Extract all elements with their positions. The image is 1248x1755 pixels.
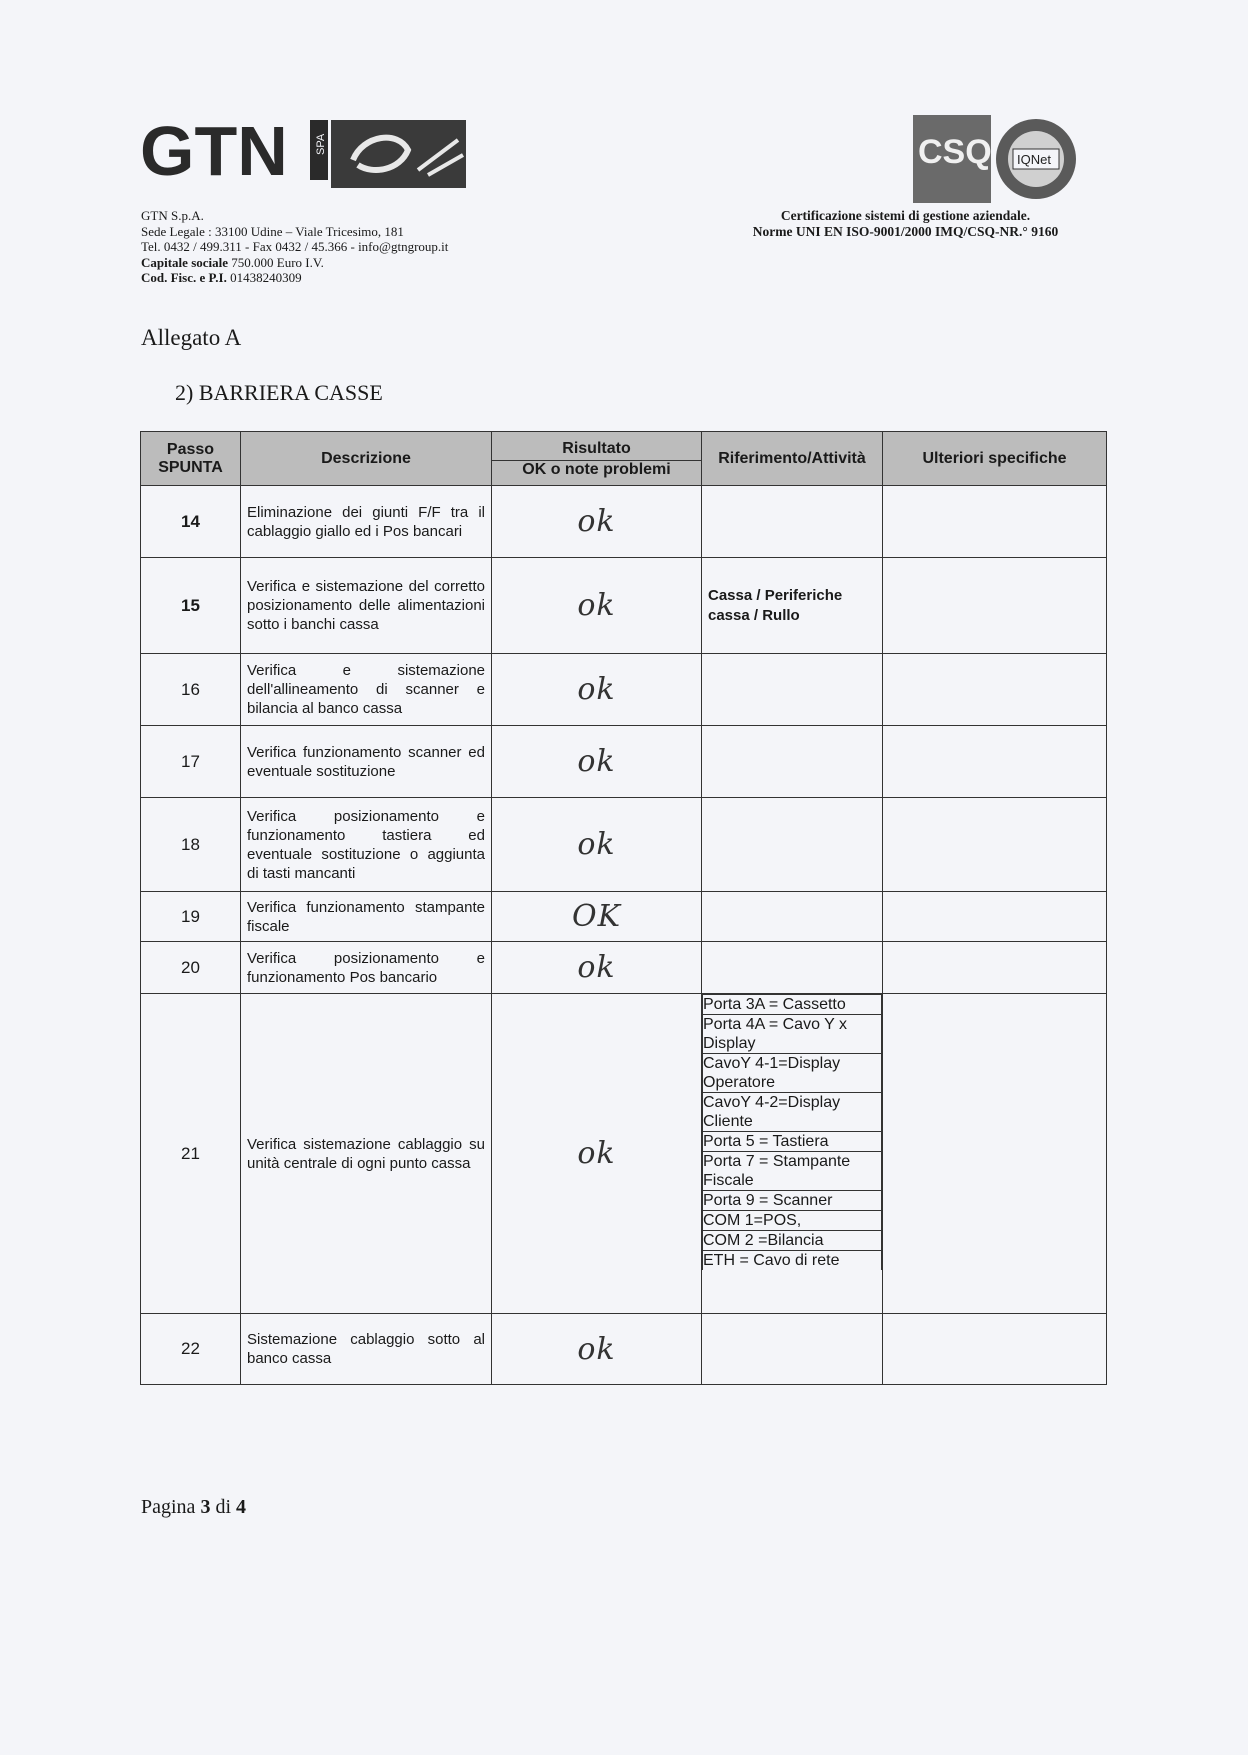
table-row (141, 558, 1107, 654)
table-row (141, 942, 1107, 994)
step-description: Verifica posizionamento e funzionamento tastiera ed eventuale sostituzione o aggiunta di tasti mancanti (241, 798, 492, 892)
company-tax-code: Cod. Fisc. e P.I. 01438240309 (141, 270, 302, 285)
step-number: 15 (141, 558, 241, 654)
step-further (883, 726, 1107, 798)
header-reference: Riferimento/Attività (702, 432, 883, 486)
certification-line-2: Norme UNI EN ISO-9001/2000 IMQ/CSQ-NR.° 9160 (752, 224, 1059, 239)
step-further (883, 654, 1107, 726)
port-item: CavoY 4-2=Display Cliente (703, 1093, 882, 1132)
gtn-logo-spa: SPA (315, 133, 327, 155)
step-number: 22 (141, 1314, 241, 1385)
step-result: ok (492, 994, 702, 1314)
port-item: Porta 7 = Stampante Fiscale (703, 1152, 882, 1191)
allegato-label: Allegato A (141, 325, 242, 350)
port-item: ETH = Cavo di rete (703, 1251, 882, 1271)
step-reference (702, 798, 883, 892)
step-description: Eliminazione dei giunti F/F tra il cablaggio giallo ed i Pos bancari (241, 486, 492, 558)
gtn-logo (138, 115, 468, 190)
port-item: Porta 5 = Tastiera (703, 1132, 882, 1152)
table-row (141, 654, 1107, 726)
csq-certification-logo (913, 115, 1077, 203)
port-mapping-table (702, 994, 882, 1270)
section-title: 2) BARRIERA CASSE (175, 380, 383, 405)
step-description: Verifica sistemazione cablaggio su unità centrale di ogni punto cassa (241, 994, 492, 1314)
header-further: Ulteriori specifiche (883, 432, 1107, 486)
port-item: Porta 4A = Cavo Y x Display (703, 1015, 882, 1054)
step-number: 17 (141, 726, 241, 798)
step-result: ok (492, 486, 702, 558)
step-further (883, 486, 1107, 558)
table-row (141, 1314, 1107, 1385)
step-further (883, 558, 1107, 654)
step-reference (702, 892, 883, 942)
table-row (141, 994, 1107, 1314)
table-row (141, 892, 1107, 942)
step-description: Verifica funzionamento scanner ed eventuale sostituzione (241, 726, 492, 798)
company-info (141, 208, 448, 286)
step-description: Verifica e sistemazione dell'allineamento di scanner e bilancia al banco cassa (241, 654, 492, 726)
header-result: Risultato OK o note problemi (492, 432, 702, 486)
step-number: 18 (141, 798, 241, 892)
step-further (883, 892, 1107, 942)
step-number: 20 (141, 942, 241, 994)
step-further (883, 798, 1107, 892)
step-reference (702, 654, 883, 726)
step-number: 14 (141, 486, 241, 558)
step-reference: Cassa / Periferiche cassa / Rullo (702, 558, 883, 654)
step-result: OK (492, 892, 702, 942)
csq-logo-text: CSQ (918, 133, 992, 171)
port-item: COM 1=POS, (703, 1211, 882, 1231)
header-description: Descrizione (241, 432, 492, 486)
iqnet-logo-text: IQNet (1017, 152, 1051, 167)
port-item: Porta 9 = Scanner (703, 1191, 882, 1211)
table-row (141, 486, 1107, 558)
table-row (141, 726, 1107, 798)
company-name: GTN S.p.A. (141, 208, 204, 223)
step-further (883, 994, 1107, 1314)
step-result: ok (492, 1314, 702, 1385)
page-number: Pagina 3 di 4 (141, 1496, 246, 1518)
company-address: Sede Legale : 33100 Udine – Viale Tricesimo, 181 (141, 223, 404, 239)
step-description: Verifica funzionamento stampante fiscale (241, 892, 492, 942)
step-description: Verifica e sistemazione del corretto posizionamento delle alimentazioni sotto i banchi cassa (241, 558, 492, 654)
step-reference (702, 726, 883, 798)
step-further (883, 942, 1107, 994)
table-header-row (141, 432, 1107, 486)
step-further (883, 1314, 1107, 1385)
header-step: Passo SPUNTA (141, 432, 241, 486)
step-number: 21 (141, 994, 241, 1314)
table-row (141, 798, 1107, 892)
port-item: CavoY 4-1=Display Operatore (703, 1054, 882, 1093)
step-reference (702, 1314, 883, 1385)
certification-info (728, 208, 1083, 240)
gtn-logo-text: GTN (140, 115, 288, 190)
step-result: ok (492, 942, 702, 994)
step-result: ok (492, 726, 702, 798)
step-description: Sistemazione cablaggio sotto al banco cassa (241, 1314, 492, 1385)
step-number: 16 (141, 654, 241, 726)
step-reference (702, 486, 883, 558)
checklist-table (140, 431, 1107, 1385)
port-item: COM 2 =Bilancia (703, 1231, 882, 1251)
step-description: Verifica posizionamento e funzionamento Pos bancario (241, 942, 492, 994)
step-reference (702, 994, 883, 1314)
company-phone: Tel. 0432 / 499.311 - Fax 0432 / 45.366 - info@gtngroup.it (141, 239, 449, 254)
step-reference (702, 942, 883, 994)
step-result: ok (492, 558, 702, 654)
certification-line-1: Certificazione sistemi di gestione aziendale. (780, 208, 1031, 223)
company-capital: Capitale sociale 750.000 Euro I.V. (141, 254, 324, 270)
step-result: ok (492, 654, 702, 726)
port-item: Porta 3A = Cassetto (703, 995, 882, 1015)
step-number: 19 (141, 892, 241, 942)
step-result: ok (492, 798, 702, 892)
